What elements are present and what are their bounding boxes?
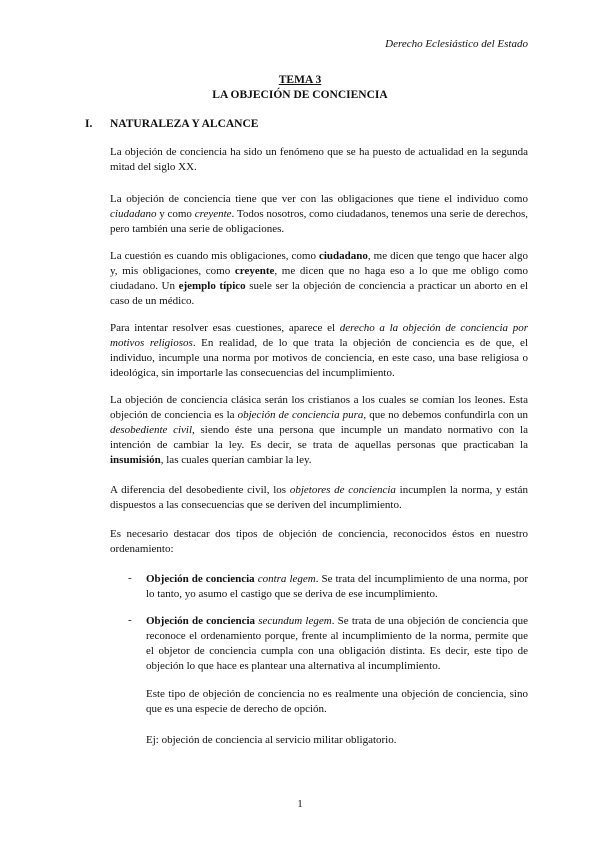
paragraph-4: Para intentar resolver esas cuestiones, aparece el derecho a la objeción de conciencia por motivos religiosos. En realidad, de lo que trata la objeción de conciencia es de que, el individuo, incumple una norma por motivos de conciencia, en este caso, una base religiosa o ideológica, sin importarle las consecuencias del incumplimiento.	[110, 322, 528, 379]
bullet-marker: -	[128, 614, 132, 626]
running-header: Derecho Eclesiástico del Estado	[385, 38, 528, 50]
section-number: I.	[85, 118, 93, 130]
paragraph-3: La cuestión es cuando mis obligaciones, como ciudadano, me dicen que tengo que hacer algo y, mis obligaciones, como creyente, me dicen que no haga eso a lo que me obligo como ciudadano. Un ejemplo típico suele ser la objeción de conciencia a practicar un aborto en el caso de un médico.	[110, 250, 529, 307]
bullet-marker: -	[128, 572, 132, 584]
paragraph-1: La objeción de conciencia ha sido un fenómeno que se ha puesto de actualidad en la segunda mitad del siglo XX.	[110, 146, 528, 173]
paragraph-6: A diferencia del desobediente civil, los objetores de conciencia incumplen la norma, y están dispuestos a las consecuencias que se deriven del incumplimiento.	[110, 484, 528, 511]
bullet-contra-legem: Objeción de conciencia contra legem. Se trata del incumplimiento de una norma, por lo tanto, yo asumo el castigo que se deriva de ese incumplimiento.	[146, 573, 528, 600]
page-title: LA OBJECIÓN DE CONCIENCIA	[212, 89, 388, 101]
section-heading	[85, 118, 258, 130]
paragraph-2: La objeción de conciencia tiene que ver con las obligaciones que tiene el individuo como ciudadano y como creyente. Todos nosotros, como ciudadanos, tenemos una serie de derechos, pero también una serie de obligaciones.	[110, 193, 528, 235]
page-number: 1	[297, 798, 303, 810]
theme-number: TEMA 3	[278, 74, 322, 86]
paragraph-7: Es necesario destacar dos tipos de objeción de conciencia, reconocidos éstos en nuestro ordenamiento:	[110, 528, 528, 555]
section-title: NATURALEZA Y ALCANCE	[110, 118, 259, 130]
bullet-example: Ej: objeción de conciencia al servicio militar obligatorio.	[146, 734, 397, 746]
bullet-secundum-legem: Objeción de conciencia secundum legem. Se trata de una objeción de conciencia que reconoce el ordenamiento porque, frente al incumplimiento de la norma, permite que el objetor de conciencia cumpla con una obligación distinta. Es decir, este tipo de objeción lo que hace es plantear una alternativa al incumplimiento.	[146, 615, 528, 672]
paragraph-5: La objeción de conciencia clásica serán los cristianos a los cuales se comían los leones. Esta objeción de conciencia es la objeción de conciencia pura, que no debemos confundirla con un desobediente civil, siendo éste una persona que incumple un mandato normativo con la intención de cambiar la ley. Es decir, se trata de aquellas personas que practicaban la insumisión, las cuales querían cambiar la ley.	[110, 394, 528, 466]
bullet-extra-note: Este tipo de objeción de conciencia no es realmente una objeción de conciencia, sino que es una especie de derecho de opción.	[146, 688, 528, 715]
